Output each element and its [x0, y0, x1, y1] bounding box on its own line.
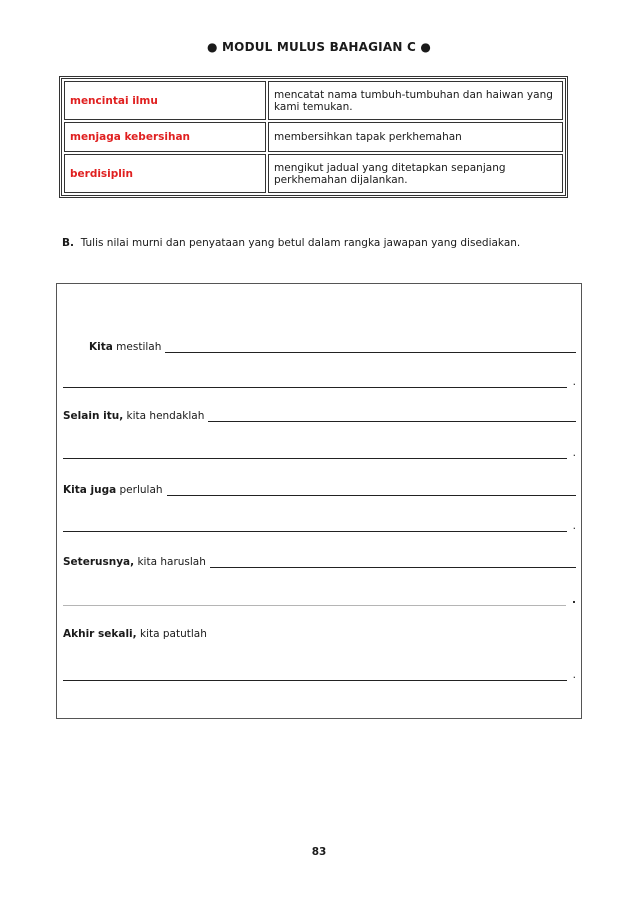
writing-blank[interactable] [63, 669, 567, 681]
writing-blank[interactable] [63, 376, 567, 388]
values-table [59, 76, 568, 198]
period: . [572, 447, 576, 459]
table-row [64, 154, 563, 193]
page-number: 83 [311, 846, 327, 858]
description-cell: membersihkan tapak perkhemahan [268, 122, 563, 152]
answer-line-3 [63, 482, 576, 496]
writing-blank[interactable] [210, 556, 576, 568]
description-cell: mencatat nama tumbuh-tumbuhan dan haiwan yang kami temukan. [268, 81, 563, 120]
section-b-instruction [62, 237, 520, 249]
writing-blank[interactable] [167, 484, 576, 496]
period: . [572, 669, 576, 681]
page-header: ● MODUL MULUS BAHAGIAN C ● [206, 40, 432, 54]
value-cell: menjaga kebersihan [64, 122, 266, 152]
sentence-starter: Kita mestilah [89, 341, 162, 353]
answer-line-1 [63, 339, 576, 353]
sentence-starter: Kita juga perlulah [63, 484, 163, 496]
answer-line-5 [63, 626, 576, 640]
writing-blank[interactable] [208, 410, 576, 422]
value-cell: berdisiplin [64, 154, 266, 193]
sentence-starter: Akhir sekali, kita patutlah [63, 628, 207, 640]
table-row [64, 122, 563, 152]
writing-blank[interactable] [63, 520, 567, 532]
value-cell: mencintai ilmu [64, 81, 266, 120]
answer-line-2 [63, 408, 576, 422]
answer-line-5-cont [63, 667, 576, 681]
answer-line-4-cont [63, 592, 576, 606]
writing-blank[interactable] [63, 447, 567, 459]
period: . [572, 376, 576, 388]
instruction-text: Tulis nilai murni dan penyataan yang betul dalam rangka jawapan yang disediakan. [80, 237, 521, 249]
description-cell: mengikut jadual yang ditetapkan sepanjang perkhemahan dijalankan. [268, 154, 563, 193]
writing-blank[interactable] [63, 594, 566, 606]
answer-line-2-cont [63, 445, 576, 459]
sentence-starter: Seterusnya, kita haruslah [63, 556, 206, 568]
sentence-starter: Selain itu, kita hendaklah [63, 410, 205, 422]
answer-line-1-cont [63, 374, 576, 388]
section-label: B. [62, 237, 74, 249]
writing-blank[interactable] [165, 341, 576, 353]
answer-frame [56, 283, 582, 719]
period: . [572, 594, 576, 606]
answer-line-3-cont [63, 518, 576, 532]
answer-line-4 [63, 554, 576, 568]
table-row [64, 81, 563, 120]
period: . [572, 520, 576, 532]
